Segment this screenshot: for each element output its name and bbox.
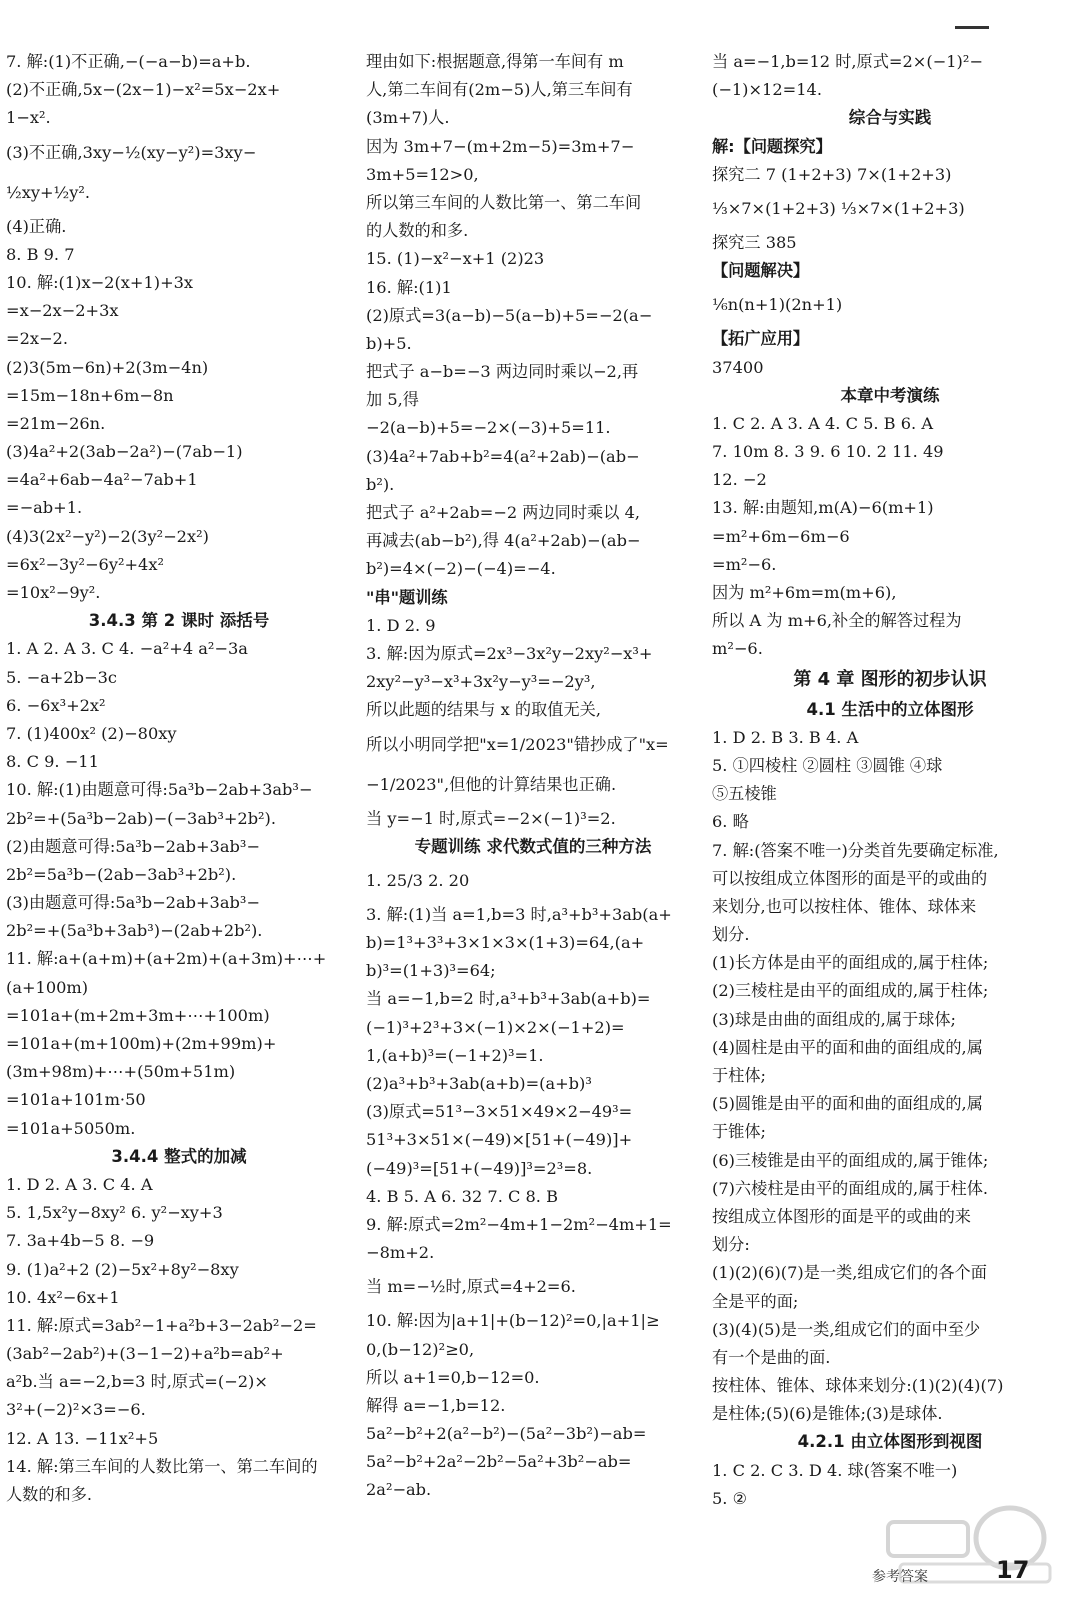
answer-line: 5. ② xyxy=(712,1488,748,1508)
answer-line: 12. −2 xyxy=(712,470,767,490)
answer-line: 37400 xyxy=(712,357,764,377)
answer-line: 9. 解:原式=2m²−4m+1−2m²−4m+1= xyxy=(366,1214,672,1234)
answer-line: 11. 解:原式=3ab²−1+a²b+3−2ab²−2= xyxy=(6,1315,317,1335)
answer-line: (−49)³=[51+(−49)]³=2³=8. xyxy=(366,1158,593,1178)
answer-line: 因为 m²+6m=m(m+6), xyxy=(712,583,897,602)
answer-line: 11. 解:a+(a+m)+(a+2m)+(a+3m)+⋯+ xyxy=(6,949,327,969)
answer-line: =−ab+1. xyxy=(6,498,83,518)
answer-line: −1/2023",但他的计算结果也正确. xyxy=(366,774,617,794)
section-heading: 专题训练 求代数式值的三种方法 xyxy=(414,836,652,856)
answer-line: =6x²−3y²−6y²+4x² xyxy=(6,554,164,574)
answer-line: 1. 25/3 2. 20 xyxy=(366,870,470,890)
answer-line: 所以第三车间的人数比第一、第二车间 xyxy=(366,192,642,212)
section-heading: 第 4 章 图形的初步认识 xyxy=(793,668,987,690)
answer-line: 3. 解:因为原式=2x³−3x²y−2xy²−x³+ xyxy=(366,643,653,663)
answer-line: 探究二 7 (1+2+3) 7×(1+2+3) xyxy=(712,164,952,184)
answer-line: ⅓×7×(1+2+3) ⅓×7×(1+2+3) xyxy=(712,198,965,218)
answer-line: 1. C 2. A 3. A 4. C 5. B 6. A xyxy=(712,413,934,433)
answer-line: (2)a³+b³+3ab(a+b)=(a+b)³ xyxy=(366,1074,592,1093)
answer-line: 1−x². xyxy=(6,108,51,128)
answer-line: 3²+(−2)²×3=−6. xyxy=(6,1400,146,1420)
answer-line: 【问题解决】 xyxy=(712,261,810,281)
answer-line: 加 5,得 xyxy=(366,390,419,410)
answer-line: 理由如下:根据题意,得第一车间有 m xyxy=(366,52,624,71)
answer-line: 1,(a+b)³=(−1+2)³=1. xyxy=(366,1045,544,1065)
answer-line: 当 y=−1 时,原式=−2×(−1)³=2. xyxy=(366,808,616,828)
answer-line: (5)圆锥是由平的面和曲的面组成的,属 xyxy=(712,1094,983,1114)
answer-line: 10. 解:(1)由题意可得:5a³b−2ab+3ab³− xyxy=(6,780,313,800)
answer-line: 2b²=+(5a³b−2ab)−(−3ab³+2b²). xyxy=(6,808,277,828)
answer-line: (3)4a²+7ab+b²=4(a²+2ab)−(ab− xyxy=(366,446,640,466)
answer-line: 5. ①四棱柱 ②圆柱 ③圆锥 ④球 xyxy=(712,755,943,775)
answer-line: (1)长方体是由平的面组成的,属于柱体; xyxy=(712,953,989,973)
answer-line: 7. 10m 8. 3 9. 6 10. 2 11. 49 xyxy=(712,442,944,462)
section-heading: 4.2.1 由立体图形到视图 xyxy=(797,1432,983,1452)
answer-line: 5. 1,5x²y−8xy² 6. y²−xy+3 xyxy=(6,1203,223,1223)
answer-line: 13. 解:由题知,m(A)−6(m+1) xyxy=(712,498,934,518)
answer-line: 2b²=+(5a³b+3ab³)−(2ab+2b²). xyxy=(6,921,263,941)
answer-line: 按组成立体图形的面是平的或曲的来 xyxy=(712,1206,971,1226)
answer-line: 1. A 2. A 3. C 4. −a²+4 a²−3a xyxy=(6,639,248,659)
answer-line: (2)3(5m−6n)+2(3m−4n) xyxy=(6,357,209,377)
answer-line: 14. 解:第三车间的人数比第一、第二车间的 xyxy=(6,1456,318,1476)
answer-line: 1. D 2. B 3. B 4. A xyxy=(712,727,859,747)
answer-line: =m²+6m−6m−6 xyxy=(712,526,850,546)
answer-line: 的人数的和多. xyxy=(366,221,469,241)
answer-line: (1)(2)(6)(7)是一类,组成它们的各个面 xyxy=(712,1263,987,1283)
answer-line: 当 a=−1,b=12 时,原式=2×(−1)²− xyxy=(712,52,983,71)
answer-line: 0,(b−12)²≥0, xyxy=(366,1339,475,1359)
answer-line: 12. A 13. −11x²+5 xyxy=(6,1428,159,1448)
answer-line: b)=1³+3³+3×1×3×(1+3)=64,(a+ xyxy=(366,933,645,953)
answer-line: a²b.当 a=−2,b=3 时,原式=(−2)× xyxy=(6,1372,268,1392)
answer-line: =15m−18n+6m−8n xyxy=(6,385,174,405)
section-heading: 综合与实践 xyxy=(848,108,932,128)
answer-line: (3)由题意可得:5a³b−2ab+3ab³− xyxy=(6,893,260,913)
answer-line: 1. D 2. A 3. C 4. A xyxy=(6,1174,153,1194)
footer-label: 参考答案 xyxy=(872,1569,928,1585)
answer-line: 【拓广应用】 xyxy=(712,329,810,349)
answer-line: (3)原式=51³−3×51×49×2−49³= xyxy=(366,1102,633,1122)
answer-line: 按柱体、锥体、球体来划分:(1)(2)(4)(7) xyxy=(712,1376,1004,1396)
answer-line: (2)原式=3(a−b)−5(a−b)+5=−2(a− xyxy=(366,305,653,325)
answer-line: 10. 解:(1)x−2(x+1)+3x xyxy=(6,272,194,292)
answer-line: (7)六棱柱是由平的面组成的,属于柱体. xyxy=(712,1178,989,1198)
answer-line: (2)由题意可得:5a³b−2ab+3ab³− xyxy=(6,836,260,856)
section-heading: 3.4.3 第 2 课时 添括号 xyxy=(88,611,270,631)
answer-line: (3m+98m)+⋯+(50m+51m) xyxy=(6,1062,236,1082)
answer-line: =101a+5050m. xyxy=(6,1118,136,1138)
answer-line: 4. B 5. A 6. 32 7. C 8. B xyxy=(366,1186,558,1206)
answer-line: 7. 解:(答案不唯一)分类首先要确定标准, xyxy=(712,840,999,860)
answer-line: 2b²=5a³b−(2ab−3ab³+2b²). xyxy=(6,864,237,884)
answer-line: (2)三棱柱是由平的面组成的,属于柱体; xyxy=(712,981,989,1001)
answer-line: (3)(4)(5)是一类,组成它们的面中至少 xyxy=(712,1319,981,1339)
answer-line: 于柱体; xyxy=(712,1066,767,1085)
answer-line: 5a²−b²+2(a²−b²)−(5a²−3b²)−ab= xyxy=(366,1424,647,1444)
answer-line: b)+5. xyxy=(366,333,412,353)
answer-line: 6. 略 xyxy=(712,812,749,832)
answer-line: "串"题训练 xyxy=(366,587,448,607)
answer-line: m²−6. xyxy=(712,639,763,659)
answer-line: 解得 a=−1,b=12. xyxy=(366,1395,506,1415)
answer-line: 探究三 385 xyxy=(712,232,797,252)
answer-line: 6. −6x³+2x² xyxy=(6,695,106,715)
answer-line: 有一个是曲的面. xyxy=(712,1347,831,1367)
answer-line: 9. (1)a²+2 (2)−5x²+8y²−8xy xyxy=(6,1259,239,1279)
answer-line: −2(a−b)+5=−2×(−3)+5=11. xyxy=(366,418,611,438)
answer-line: 1. D 2. 9 xyxy=(366,615,436,635)
answer-line: 7. 3a+4b−5 8. −9 xyxy=(6,1231,155,1251)
column-right xyxy=(712,48,1068,1513)
answer-line: 所以小明同学把"x=1/2023"错抄成了"x= xyxy=(366,734,669,754)
answer-line: =4a²+6ab−4a²−7ab+1 xyxy=(6,470,198,490)
answer-line: 1. C 2. C 3. D 4. 球(答案不唯一) xyxy=(712,1460,958,1480)
answer-line: (6)三棱锥是由平的面组成的,属于锥体; xyxy=(712,1150,989,1170)
answer-line: 当 a=−1,b=2 时,a³+b³+3ab(a+b)= xyxy=(366,989,651,1009)
answer-line: 2a²−ab. xyxy=(366,1480,432,1500)
answer-line: 所以 A 为 m+6,补全的解答过程为 xyxy=(712,611,962,631)
answer-line: (3ab²−2ab²)+(3−1−2)+a²b=ab²+ xyxy=(6,1344,284,1364)
answer-line: (−1)×12=14. xyxy=(712,80,822,100)
answer-line: 7. (1)400x² (2)−80xy xyxy=(6,723,177,743)
answer-line: (2)不正确,5x−(2x−1)−x²=5x−2x+ xyxy=(6,80,281,100)
column-middle xyxy=(366,48,700,1505)
answer-line: 解:【问题探究】 xyxy=(712,136,832,156)
answer-line: 划分: xyxy=(712,1235,750,1255)
answer-line: 是柱体;(5)(6)是锥体;(3)是球体. xyxy=(712,1404,943,1424)
answer-line: (4)圆柱是由平的面和曲的面组成的,属 xyxy=(712,1037,983,1057)
answer-line: b²). xyxy=(366,474,395,494)
answer-line: 10. 4x²−6x+1 xyxy=(6,1287,120,1307)
answer-line: (3)球是由曲的面组成的,属于球体; xyxy=(712,1009,956,1029)
answer-line: 把式子 a−b=−3 两边同时乘以−2,再 xyxy=(366,362,639,382)
column-left xyxy=(6,48,352,1509)
answer-line: (4)3(2x²−y²)−2(3y²−2x²) xyxy=(6,526,209,546)
answer-line: =x−2x−2+3x xyxy=(6,301,119,321)
answer-line: =10x²−9y². xyxy=(6,583,101,602)
answer-line: (−1)³+2³+3×(−1)×2×(−1+2)= xyxy=(366,1017,625,1037)
answer-line: 人数的和多. xyxy=(6,1485,93,1504)
section-heading: 4.1 生活中的立体图形 xyxy=(806,699,974,719)
answer-line: 当 m=−½时,原式=4+2=6. xyxy=(366,1277,576,1297)
answer-line: 10. 解:因为|a+1|+(b−12)²=0,|a+1|≥ xyxy=(366,1311,660,1331)
answer-line: 把式子 a²+2ab=−2 两边同时乘以 4, xyxy=(366,503,641,522)
answer-line: b²)=4×(−2)−(−4)=−4. xyxy=(366,559,556,579)
answer-line: (4)正确. xyxy=(6,216,67,236)
answer-line: 8. C 9. −11 xyxy=(6,752,99,772)
top-rule xyxy=(955,26,989,29)
answer-line: 来划分,也可以按柱体、锥体、球体来 xyxy=(712,896,977,916)
answer-line: 全是平的面; xyxy=(712,1291,799,1311)
answer-line: 所以此题的结果与 x 的取值无关, xyxy=(366,700,602,720)
answer-line: 可以按组成立体图形的面是平的或曲的 xyxy=(712,868,988,888)
answer-line: (3)不正确,3xy−½(xy−y²)=3xy− xyxy=(6,142,257,162)
answer-line: 再减去(ab−b²),得 4(a²+2ab)−(ab− xyxy=(366,531,641,551)
section-heading: 本章中考演练 xyxy=(840,385,940,405)
answer-line: 因为 3m+7−(m+2m−5)=3m+7− xyxy=(366,136,635,156)
answer-line: =m²−6. xyxy=(712,554,777,574)
answer-line: =101a+(m+2m+3m+⋯+100m) xyxy=(6,1005,270,1025)
answer-line: 8. B 9. 7 xyxy=(6,244,75,264)
answer-line: 划分. xyxy=(712,925,750,945)
answer-line: (3)4a²+2(3ab−2a²)−(7ab−1) xyxy=(6,442,243,462)
section-heading: 3.4.4 整式的加减 xyxy=(111,1146,247,1166)
answer-line: 3m+5=12>0, xyxy=(366,164,479,184)
answer-line: 3. 解:(1)当 a=1,b=3 时,a³+b³+3ab(a+ xyxy=(366,904,672,924)
answer-line: (a+100m) xyxy=(6,977,89,997)
answer-line: =2x−2. xyxy=(6,329,68,349)
answer-line: (3m+7)人. xyxy=(366,108,450,128)
answer-line: =21m−26n. xyxy=(6,413,106,433)
answer-line: ⑤五棱锥 xyxy=(712,784,777,804)
answer-line: =101a+101m·50 xyxy=(6,1090,146,1110)
answer-line: 51³+3×51×(−49)×[51+(−49)]+ xyxy=(366,1130,633,1150)
answer-line: ⅙n(n+1)(2n+1) xyxy=(712,295,843,315)
answer-line: 7. 解:(1)不正确,−(−a−b)=a+b. xyxy=(6,52,251,71)
page-number: 17 xyxy=(996,1556,1030,1584)
answer-line: −8m+2. xyxy=(366,1243,435,1263)
answer-line: 16. 解:(1)1 xyxy=(366,277,452,297)
answer-line: 2xy²−y³−x³+3x²y−y³=−2y³, xyxy=(366,672,596,692)
answer-line: 5. −a+2b−3c xyxy=(6,667,117,687)
answer-line: =101a+(m+100m)+(2m+99m)+ xyxy=(6,1034,277,1053)
answer-line: b)³=(1+3)³=64; xyxy=(366,961,496,981)
answer-line: ½xy+½y². xyxy=(6,182,90,202)
answer-line: 所以 a+1=0,b−12=0. xyxy=(366,1367,540,1387)
answer-line: 人,第二车间有(2m−5)人,第三车间有 xyxy=(366,80,633,100)
answer-line: 15. (1)−x²−x+1 (2)23 xyxy=(366,249,545,269)
answer-line: 5a²−b²+2a²−2b²−5a²+3b²−ab= xyxy=(366,1452,632,1472)
answer-line: 于锥体; xyxy=(712,1122,767,1142)
